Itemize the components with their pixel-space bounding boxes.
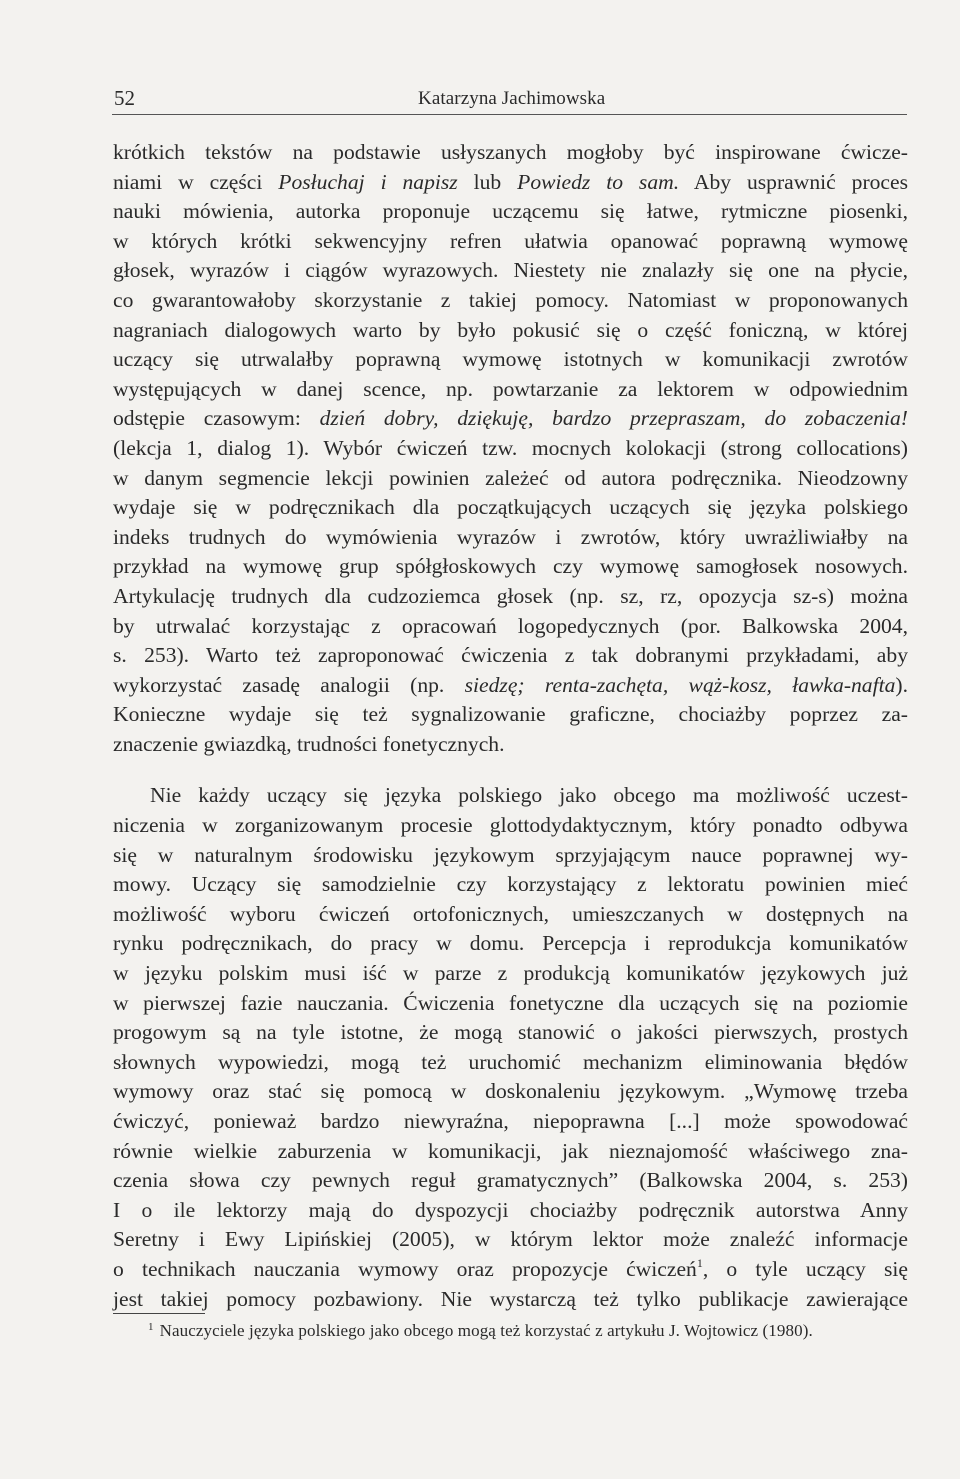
text-line: I o ile lektorzy mają do dyspozycji chociażby podręcznik autorstwa Anny bbox=[113, 1197, 908, 1222]
text-line: w danym segmencie lekcji powinien zależeć od autora podręcznika. Nieodzowny bbox=[113, 465, 908, 490]
text-line: wydaje się w podręcznikach dla początkujących uczących się języka polskiego bbox=[113, 495, 908, 520]
text-line: Seretny i Ewy Lipińskiej (2005), w którym lektor może znaleźć informacje bbox=[113, 1227, 908, 1252]
text-line: odstępie czasowym: dzień dobry, dziękuję, bardzo przepraszam, do zobaczenia! bbox=[113, 406, 908, 431]
paragraph-1 bbox=[113, 138, 908, 759]
text-line: ćwiczyć, ponieważ bardzo niewyraźna, niepoprawna [...] może spowodować bbox=[113, 1109, 908, 1133]
text-line: w pierwszej fazie nauczania. Ćwiczenia fonetyczne dla uczących się na poziomie bbox=[113, 990, 908, 1015]
text-line: występujących w danej scence, np. powtarzanie za lektorem w odpowiednim bbox=[113, 376, 908, 401]
text-line: znaczenie gwiazdką, trudności fonetycznych. bbox=[113, 731, 505, 756]
text-line: czenia słowa czy pewnych reguł gramatycznych” (Balkowska 2004, s. 253) bbox=[113, 1168, 908, 1193]
text-line: Nie każdy uczący się języka polskiego jako obcego ma możliwość uczest- bbox=[150, 783, 908, 808]
text-line: Artykulację trudnych dla cudzoziemca głosek (np. sz, rz, opozycja sz-s) można bbox=[113, 583, 908, 608]
text-line: głosek, wyrazów i ciągów wyrazowych. Niestety nie znalazły się one na płycie, bbox=[113, 258, 908, 283]
text-line: krótkich tekstów na podstawie usłyszanych mogłoby być inspirowane ćwicze- bbox=[113, 140, 908, 164]
text-line: s. 253). Warto też zaproponować ćwiczenia z tak dobranymi przykładami, aby bbox=[113, 643, 908, 668]
footnote bbox=[148, 1321, 813, 1341]
text-line: o technikach nauczania wymowy oraz propozycje ćwiczeń$^1$, o tyle uczący się bbox=[113, 1255, 908, 1281]
footnote-reference[interactable]: 1 bbox=[696, 1255, 703, 1270]
text-line: możliwość wyboru ćwiczeń ortofonicznych, umieszczanych w dostępnych na bbox=[113, 901, 908, 926]
text-line: co gwarantowałoby skorzystanie z takiej pomocy. Natomiast w proponowanych bbox=[113, 287, 908, 312]
text-line: wykorzystać zasadę analogii (np. siedzę; renta-zachęta, wąż-kosz, ławka-nafta). bbox=[113, 672, 908, 697]
text-line: w których krótki sekwencyjny refren ułatwia opanować poprawną wymowę bbox=[113, 228, 908, 253]
text-line: (lekcja 1, dialog 1). Wybór ćwiczeń tzw. mocnych kolokacji (strong collocations) bbox=[113, 435, 908, 460]
text-line: Konieczne wydaje się też sygnalizowanie graficzne, chociażby poprzez za- bbox=[113, 702, 908, 727]
text-line: się w naturalnym środowisku językowym sprzyjającym nauce poprawnej wy- bbox=[113, 842, 908, 867]
italic-phrases: dzień dobry, dziękuję, bardzo przepraszam, do zobaczenia! bbox=[319, 406, 908, 431]
text-line: progowym są na tyle istotne, że mogą stanowić o jakości pierwszych, prostych bbox=[113, 1020, 908, 1045]
running-head-author: Katarzyna Jachimowska bbox=[418, 88, 606, 109]
text-line: niami w części Posłuchaj i napisz lub Powiedz to sam. Aby usprawnić proces bbox=[113, 169, 909, 194]
page-header bbox=[112, 86, 907, 115]
text-line: niczenia w zorganizowanym procesie glottodydaktycznym, który ponadto odbywa bbox=[113, 813, 908, 838]
text-line: przykład na wymowę grup spółgłoskowych czy wymowę samogłosek nosowych. bbox=[113, 554, 908, 579]
text-line: mowy. Uczący się samodzielnie czy korzystający z lektoratu powinien mieć bbox=[113, 872, 908, 897]
text-line: rynku podręcznikach, do pracy w domu. Percepcja i reprodukcja komunikatów bbox=[113, 931, 908, 956]
text-line: w języku polskim musi iść w parze z produkcją komunikatów językowych już bbox=[113, 961, 908, 986]
body-text bbox=[113, 138, 908, 1314]
footnote-text: Nauczyciele języka polskiego jako obcego mogą też korzystać z artykułu J. Wojtowicz (1980). bbox=[159, 1321, 813, 1340]
text-line: nauki mówienia, autorka proponuje uczącemu się łatwe, rytmiczne piosenki, bbox=[113, 199, 908, 224]
footnote-separator bbox=[113, 1313, 205, 1314]
text-line: wymowy oraz stać się pomocą w doskonaleniu językowym. „Wymowę trzeba bbox=[113, 1079, 908, 1104]
text-line: by utrwalać korzystając z opracowań logopedycznych (por. Balkowska 2004, bbox=[113, 613, 908, 638]
italic-examples: siedzę; renta-zachęta, wąż-kosz, ławka-nafta bbox=[464, 672, 896, 697]
italic-title: Powiedz to sam. bbox=[517, 169, 680, 194]
text-line: indeks trudnych do wymówienia wyrazów i zwrotów, który uwrażliwiałby na bbox=[113, 524, 908, 549]
text-line: nagraniach dialogowych warto by było pokusić się o część foniczną, w której bbox=[113, 317, 908, 342]
paragraph-gap bbox=[113, 759, 908, 781]
page-number: 52 bbox=[114, 86, 135, 110]
footnote-number: 1 bbox=[148, 1321, 154, 1333]
text-line: słownych wypowiedzi, mogą też uruchomić mechanizm eliminowania błędów bbox=[113, 1049, 908, 1074]
text-line: uczący się utrwalałby poprawną wymowę istotnych w komunikacji zwrotów bbox=[113, 347, 908, 372]
italic-title: Posłuchaj i napisz bbox=[278, 169, 458, 194]
text-line: jest takiej pomocy pozbawiony. Nie wystarczą też tylko publikacje zawierające bbox=[113, 1286, 908, 1311]
paragraph-2 bbox=[113, 781, 908, 1314]
text-line: równie wielkie zaburzenia w komunikacji, jak nieznajomość właściwego zna- bbox=[113, 1138, 908, 1163]
